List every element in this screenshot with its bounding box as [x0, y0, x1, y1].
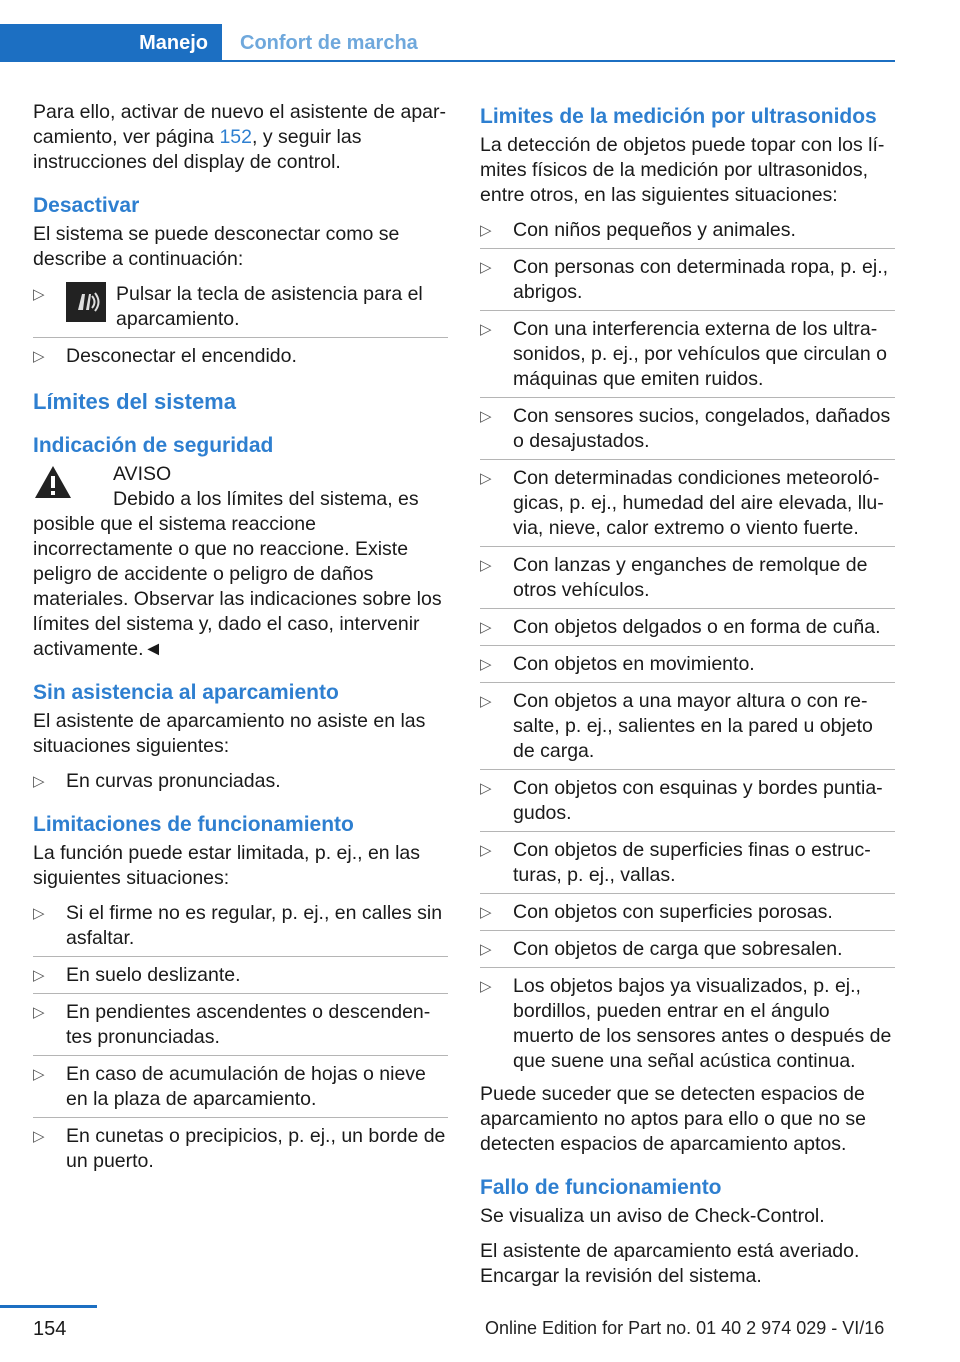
sin-asistencia-list: [33, 769, 448, 794]
aviso-label: AVISO: [113, 463, 172, 485]
sin-asistencia-text: El asistente de aparcamiento no asiste en las situaciones siguientes:: [33, 710, 426, 757]
list-item: ▷ En cunetas o precipicios, p. ej., un borde de un puerto.: [33, 1125, 446, 1172]
bullet-icon: ▷: [33, 1128, 45, 1145]
list-item: ▷ En suelo deslizante.: [33, 963, 448, 994]
list-item: ▷ Con sensores sucios, congelados, dañados o desajustados.: [480, 404, 895, 460]
bullet-icon: ▷: [480, 842, 492, 859]
bullet-icon: ▷: [33, 1004, 45, 1021]
list-item: ▷ Con objetos delgados o en forma de cuña.: [480, 615, 895, 646]
bullet-icon: ▷: [480, 693, 492, 710]
bullet-icon: ▷: [33, 286, 45, 303]
ultrasonidos-list: [480, 218, 895, 1074]
desactivar-heading: Desactivar: [33, 194, 140, 217]
fallo-text-2: El asistente de aparcamiento está averiado. Encargar la revisión del sistema.: [480, 1240, 860, 1287]
tab-confort-de-marcha[interactable]: Confort de marcha: [240, 32, 418, 54]
page-header: [0, 24, 895, 62]
list-item: ▷ Con objetos en movimiento.: [480, 652, 895, 683]
list-item: ▷ Con niños pequeños y animales.: [480, 218, 895, 249]
list-item: ▷ Con personas con determinada ropa, p. ej., abrigos.: [480, 255, 895, 311]
limitaciones-text: La función puede estar limitada, p. ej., en las siguientes situaciones:: [33, 842, 420, 889]
bullet-icon: ▷: [480, 941, 492, 958]
footer-rule: [0, 1305, 97, 1308]
online-edition-text: Online Edition for Part no. 01 40 2 974 029 - VI/16: [485, 1318, 885, 1338]
desactivar-text: El sistema se puede desconectar como se describe a continuación:: [33, 223, 400, 270]
warning-triangle-icon: [33, 464, 73, 500]
bullet-icon: ▷: [480, 619, 492, 636]
ultrasonidos-heading: Limites de la medición por ultrasonidos: [480, 105, 877, 128]
ultrasonidos-note: Puede suceder que se detecten espacios de aparcamiento no aptos para ello o que no se detecten espacios de aparcamiento aptos.: [480, 1083, 866, 1155]
bullet-icon: ▷: [480, 321, 492, 338]
bullet-icon: ▷: [480, 557, 492, 574]
bullet-icon: ▷: [33, 348, 45, 365]
warning-block: [33, 462, 448, 662]
list-item: ▷ Con lanzas y enganches de remolque de otros vehículos.: [480, 553, 895, 609]
bullet-icon: ▷: [480, 408, 492, 425]
list-item: ▷ Desconectar el encendido.: [33, 345, 297, 367]
bullet-icon: ▷: [33, 967, 45, 984]
list-item: ▷ Con una interferencia externa de los ultrasonidos, p. ej., por vehículos que circulan o máquinas que emiten ruidos.: [480, 317, 895, 398]
bullet-icon: ▷: [33, 773, 45, 790]
limitaciones-heading: Limitaciones de funcionamiento: [33, 813, 354, 836]
list-item: ▷ Con determinadas condiciones meteorológicas, p. ej., humedad del aire elevada, lluvia, nieve, calor extremo o viento fuerte.: [480, 466, 895, 547]
bullet-icon: ▷: [480, 470, 492, 487]
list-item: ▷ Con objetos de carga que sobresalen.: [480, 937, 895, 968]
list-item: ▷ Con objetos con superficies porosas.: [480, 900, 895, 931]
aviso-label-row: [33, 462, 448, 487]
intro-paragraph: Para ello, activar de nuevo el asistente de aparcamiento, ver página 152, y seguir las instrucciones del display de control.: [33, 101, 447, 173]
bullet-icon: ▷: [480, 780, 492, 797]
page-link[interactable]: 152: [219, 126, 252, 148]
park-assist-button-icon: [66, 282, 106, 322]
list-item: ▷ Si el firme no es regular, p. ej., en calles sin asfaltar.: [33, 901, 448, 957]
bullet-icon: ▷: [480, 259, 492, 276]
limitaciones-list: [33, 901, 448, 1174]
seguridad-heading: Indicación de seguridad: [33, 434, 274, 457]
list-item: ▷ Con objetos de superficies finas o estructuras, p. ej., vallas.: [480, 838, 895, 894]
bullet-icon: ▷: [480, 904, 492, 921]
bullet-icon: ▷: [480, 656, 492, 673]
tab-manejo[interactable]: Manejo: [139, 32, 208, 54]
list-item: ▷ En curvas pronunciadas.: [33, 770, 281, 792]
limites-heading: Límites del sistema: [33, 389, 236, 414]
bullet-icon: ▷: [33, 1066, 45, 1083]
ultrasonidos-text: La detección de objetos puede topar con los límites físicos de la medición por ultrasonidos, entre otros, en las siguientes situaciones:: [480, 134, 885, 206]
right-column: [480, 104, 895, 1299]
list-item: ▷ En caso de acumulación de hojas o nieve en la plaza de aparcamiento.: [33, 1062, 448, 1118]
bullet-icon: ▷: [480, 978, 492, 995]
list-item: ▷ Pulsar la tecla de asistencia para el aparcamiento.: [33, 282, 448, 338]
desactivar-list: [33, 282, 448, 369]
bullet-icon: ▷: [480, 222, 492, 239]
aviso-text: Debido a los límites del sistema, es posible que el sistema reaccione incorrectamente o que no reaccione. Existe peligro de accidente o peligro de daños materiales. Observar las indicaciones sobre los límites del sistema y, dado el caso, intervenir activamente.◄: [33, 488, 442, 660]
page-number: 154: [33, 1318, 67, 1340]
sin-asistencia-heading: Sin asistencia al aparcamiento: [33, 681, 339, 704]
list-item: ▷ Los objetos bajos ya visualizados, p. ej., bordillos, pueden entrar en el ángulo muerto de los sensores antes o después de que suene una señal acústica continua.: [480, 975, 892, 1072]
list-item: ▷ Con objetos con esquinas y bordes puntiagudos.: [480, 776, 895, 832]
fallo-heading: Fallo de funcionamiento: [480, 1176, 722, 1199]
bullet-icon: ▷: [33, 905, 45, 922]
left-column: [33, 100, 448, 1182]
list-item: ▷ Con objetos a una mayor altura o con resalte, p. ej., salientes en la pared u objeto de carga.: [480, 689, 895, 770]
list-item: ▷ En pendientes ascendentes o descendentes pronunciadas.: [33, 1000, 448, 1056]
fallo-text-1: Se visualiza un aviso de Check-Control.: [480, 1205, 825, 1227]
